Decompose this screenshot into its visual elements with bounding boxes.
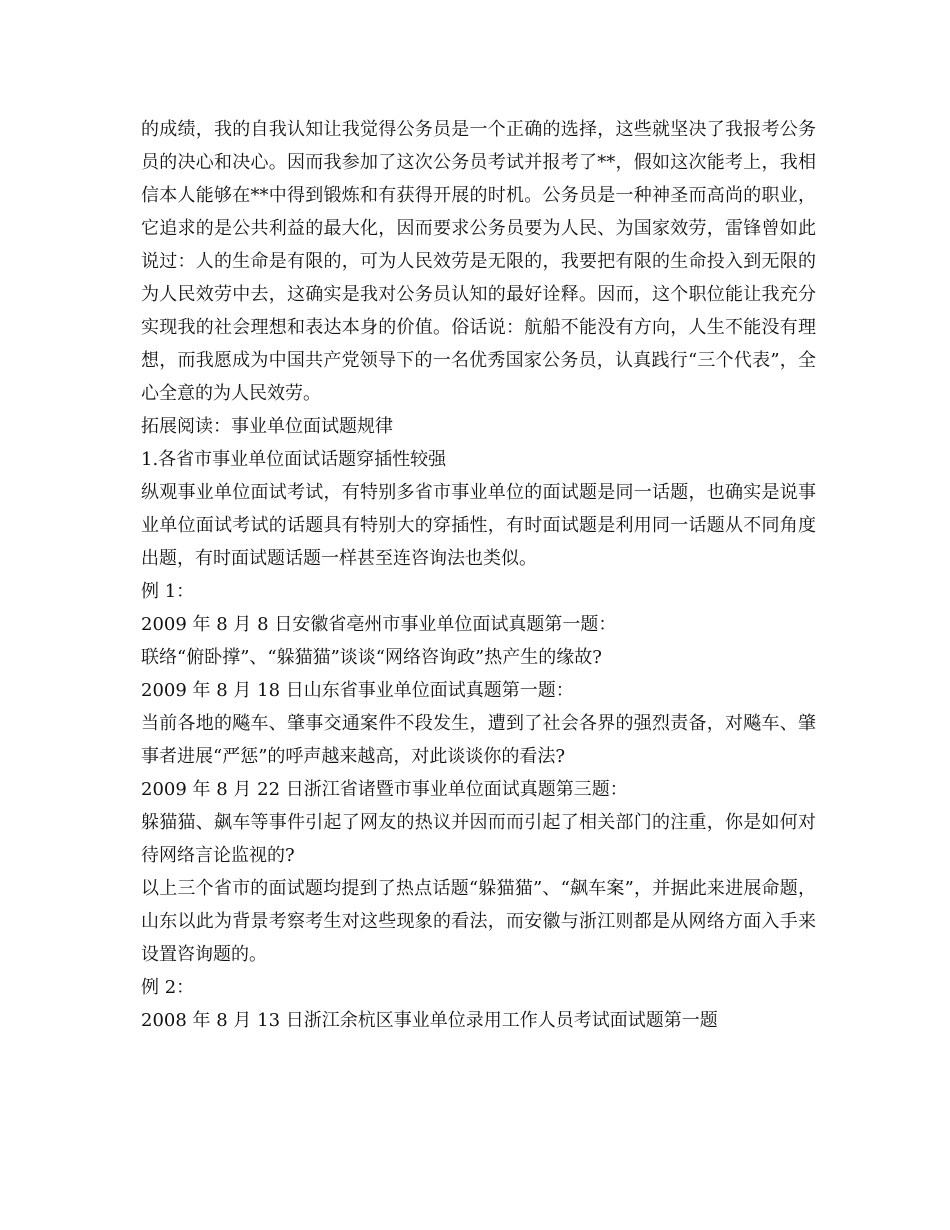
paragraph-example-1-shandong-date: 2009 年 8 月 18 日山东省事业单位面试真题第一题： <box>141 680 574 701</box>
paragraph-example-1-analysis: 以上三个省市的面试题均提到了热点话题“躲猫猫”、“飙车案”，并据此来进展命题，山东以此为背景考察考生对这些现象的看法，而安徽与浙江则都是从网络方面入手来设置咨询题的。 <box>141 878 816 965</box>
paragraph-example-1-zhejiang-question: 躲猫猫、飙车等事件引起了网友的热议并因而而引起了相关部门的注重，你是如何对待网络言论监视的? <box>141 812 816 866</box>
paragraph-example-2-label: 例 2： <box>141 977 195 998</box>
paragraph-extended-reading-heading: 拓展阅读：事业单位面试题规律 <box>141 416 393 437</box>
paragraph-example-1-anhui-question: 联络“俯卧撑”、“躲猫猫”谈谈“网络咨询政”热产生的缘故? <box>141 647 602 668</box>
paragraph-example-1-anhui-date: 2009 年 8 月 8 日安徽省亳州市事业单位面试真题第一题： <box>141 614 617 635</box>
paragraph-section-1-heading: 1.各省市事业单位面试话题穿插性较强 <box>141 449 447 470</box>
paragraph-example-1-zhejiang-date: 2009 年 8 月 22 日浙江省诸暨市事业单位面试真题第三题： <box>141 779 628 800</box>
document-body <box>141 113 816 1037</box>
paragraph-example-1-label: 例 1： <box>141 581 195 602</box>
paragraph-example-2-yuhang-date: 2008 年 8 月 13 日浙江余杭区事业单位录用工作人员考试面试题第一题 <box>141 1010 718 1031</box>
paragraph-section-1-body: 纵观事业单位面试考试，有特别多省市事业单位的面试题是同一话题，也确实是说事业单位面试考试的话题具有特别大的穿插性，有时面试题是利用同一话题从不同角度出题，有时面试题话题一样甚至连咨询法也类似。 <box>141 482 816 569</box>
paragraph-example-1-shandong-question: 当前各地的飚车、肇事交通案件不段发生，遭到了社会各界的强烈责备，对飚车、肇事者进展“严惩”的呼声越来越高，对此谈谈你的看法? <box>141 713 816 767</box>
paragraph-motivation: 的成绩，我的自我认知让我觉得公务员是一个正确的选择，这些就坚决了我报考公务员的决心和决心。因而我参加了这次公务员考试并报考了**，假如这次能考上，我相信本人能够在**中得到锻炼和有获得开展的时机。公务员是一种神圣而高尚的职业，它追求的是公共利益的最大化，因而要求公务员要为人民、为国家效劳，雷锋曾如此说过：人的生命是有限的，可为人民效劳是无限的，我要把有限的生命投入到无限的为人民效劳中去，这确实是我对公务员认知的最好诠释。因而，这个职位能让我充分实现我的社会理想和表达本身的价值。俗话说：航船不能没有方向，人生不能没有理想，而我愿成为中国共产党领导下的一名优秀国家公务员，认真践行“三个代表”，全心全意的为人民效劳。 <box>141 119 816 404</box>
